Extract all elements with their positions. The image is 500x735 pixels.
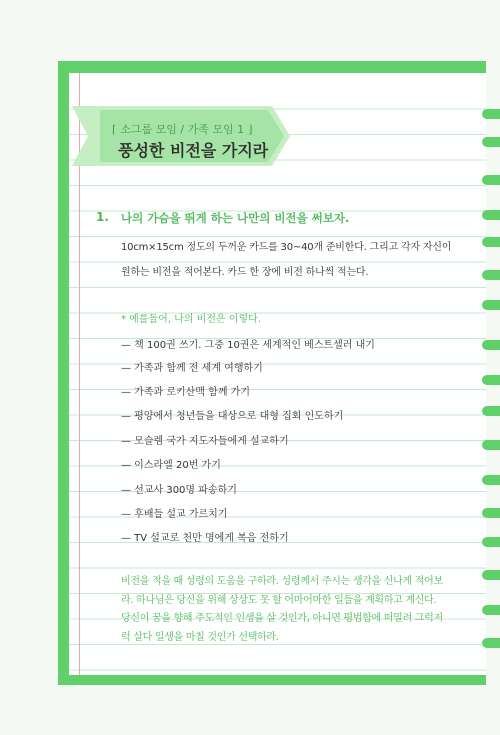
binder-tab <box>482 475 500 485</box>
binder-tab <box>482 237 500 247</box>
binder-tab <box>482 375 500 385</box>
vision-item: — 가족과 로키산맥 함께 가기 <box>121 387 250 398</box>
question-title: 나의 가슴을 뛰게 하는 나만의 비전을 써보자. <box>121 211 350 225</box>
vision-item: — 모슬렘 국가 지도자들에게 설교하기 <box>121 436 289 447</box>
binder-tab <box>482 570 500 580</box>
binder-tab <box>482 537 500 547</box>
binder-tab <box>482 137 500 147</box>
vision-item: — 책 100권 쓰기. 그중 10권은 세계적인 베스트셀러 내기 <box>121 340 375 351</box>
question-line: 10cm×15cm 정도의 두꺼운 카드를 30~40개 준비한다. 그리고 각자 자신이 <box>121 242 452 253</box>
binder-tab <box>482 340 500 350</box>
binder-tab <box>482 406 500 416</box>
closing-line: 라. 하나님은 당신을 위해 상상도 못 할 어마어마한 일들을 계획하고 계신다. <box>121 595 437 606</box>
binder-tab <box>482 210 500 220</box>
binder-tab <box>482 508 500 518</box>
question-line: 원하는 비전을 적어본다. 카드 한 장에 비전 하나씩 적는다. <box>121 267 369 278</box>
binder-tab <box>482 270 500 280</box>
binder-tab <box>482 605 500 615</box>
vision-item: — 이스라엘 20번 가기 <box>121 460 221 471</box>
page-title: 풍성한 비전을 가지라 <box>118 141 269 160</box>
vision-item: — 가족과 함께 전 세계 여행하기 <box>121 363 263 374</box>
closing-line: 당신이 꿈을 향해 주도적인 인생을 살 것인가, 아니면 평범함에 떠밀려 그럭저 <box>121 613 443 624</box>
binder-tab <box>482 175 500 185</box>
examples-heading: * 예를들어, 나의 비전은 이렇다. <box>121 314 261 325</box>
session-subtitle: ⌈ 소그룹 모임 / 가족 모임 1 ⌋ <box>112 123 253 136</box>
binder-tab <box>482 440 500 450</box>
binder-tab <box>482 638 500 648</box>
question-number: 1. <box>96 210 109 224</box>
binder-tab <box>482 300 500 310</box>
closing-line: 비전을 적을 때 성령의 도움을 구하라. 성령께서 주시는 생각을 신나게 적어보 <box>121 576 443 587</box>
closing-line: 럭 살다 일생을 마칠 것인가 선택하라. <box>121 632 279 643</box>
binder-tab <box>482 109 500 119</box>
vision-item: — 평양에서 청년들을 대상으로 대형 집회 인도하기 <box>121 411 344 422</box>
vision-item: — 후배들 설교 가르치기 <box>121 509 228 520</box>
vision-item: — TV 설교로 천만 명에게 복음 전하기 <box>121 533 289 544</box>
vision-item: — 선교사 300명 파송하기 <box>121 485 237 496</box>
